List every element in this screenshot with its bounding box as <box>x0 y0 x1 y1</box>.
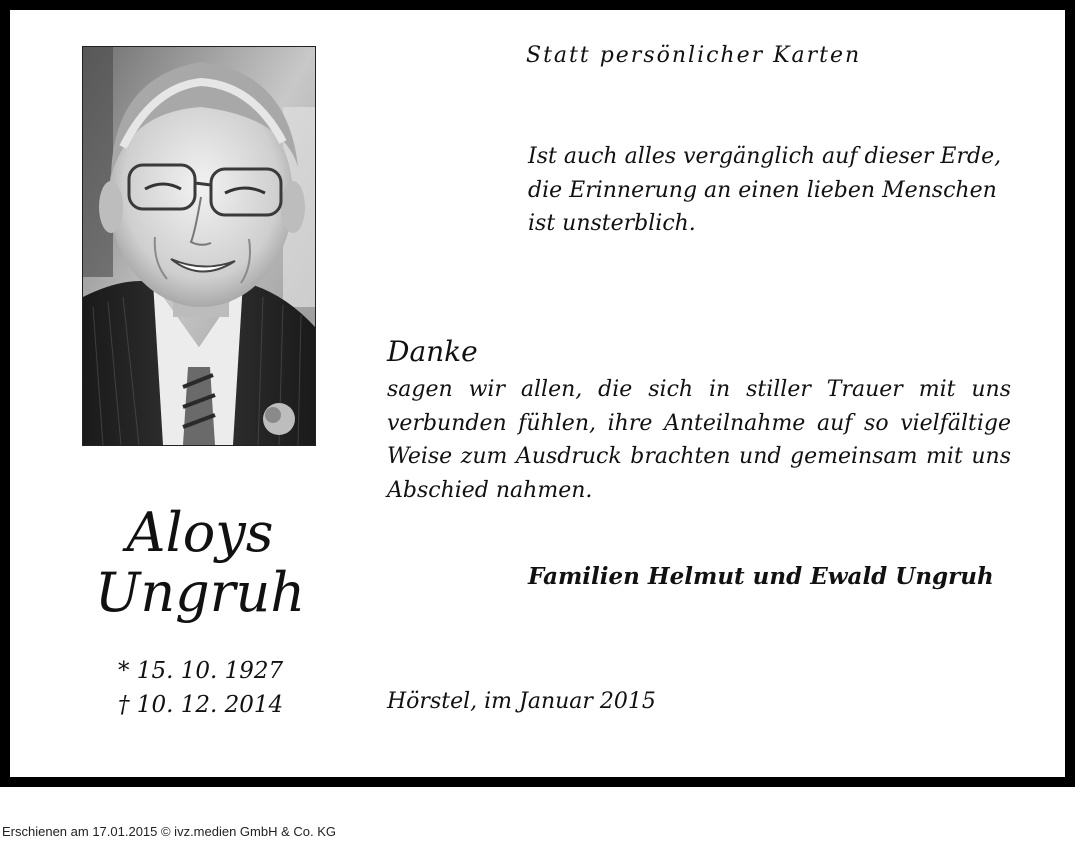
death-date: † 10. 12. 2014 <box>118 692 284 718</box>
publication-footer: Erschienen am 17.01.2015 © ivz.medien GmbH & Co. KG <box>2 824 337 839</box>
place-date: Hörstel, im Januar 2015 <box>387 689 656 714</box>
birth-date: * 15. 10. 1927 <box>118 658 284 684</box>
danke-title: Danke <box>387 335 478 368</box>
life-dates <box>118 654 283 722</box>
header-text: Statt persönlicher Karten <box>526 43 862 68</box>
danke-line: verbunden fühlen, ihre Anteilnahme auf so vielfältige <box>387 410 1011 436</box>
quote-line: die Erinnerung an einen lieben Menschen <box>528 177 997 203</box>
deceased-name <box>82 503 318 623</box>
quote-line: Ist auch alles vergänglich auf dieser Erde, <box>528 144 1002 169</box>
danke-line: Abschied nahmen. <box>387 477 593 503</box>
danke-line: Weise zum Ausdruck brachten und gemeinsam mit uns <box>387 444 1011 469</box>
quote-line: ist unsterblich. <box>528 211 696 236</box>
family-signature: Familien Helmut und Ewald Ungruh <box>528 563 994 590</box>
danke-paragraph <box>387 373 1011 507</box>
danke-line: sagen wir allen, die sich in stiller Trauer mit uns <box>387 377 1011 402</box>
last-name: Ungruh <box>94 561 306 624</box>
memorial-quote <box>528 140 1001 241</box>
portrait-photo <box>82 46 316 446</box>
first-name: Aloys <box>126 501 274 564</box>
